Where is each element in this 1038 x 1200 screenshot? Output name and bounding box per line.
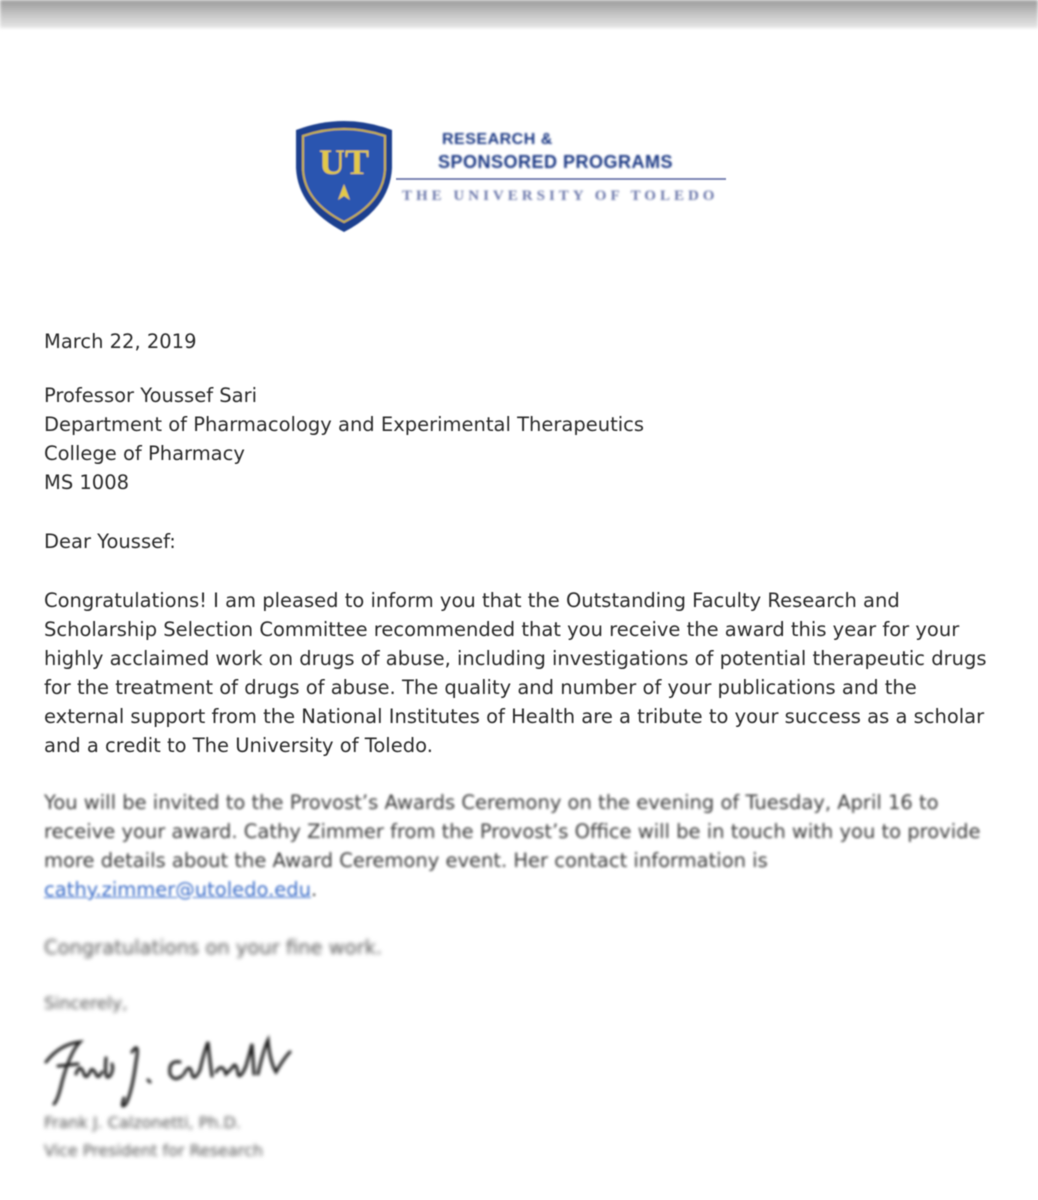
paragraph-line: Scholarship Selection Committee recommended that you receive the award this year for your bbox=[44, 618, 960, 641]
letterhead-line2: SPONSORED PROGRAMS bbox=[438, 152, 674, 172]
ut-shield-logo bbox=[292, 116, 396, 234]
paragraph-line: and a credit to The University of Toledo. bbox=[44, 734, 433, 757]
paragraph-line: You will be invited to the Provost’s Awards Ceremony on the evening of Tuesday, April 16 to bbox=[44, 791, 939, 814]
email-suffix: . bbox=[311, 878, 318, 901]
paragraph-award bbox=[44, 586, 987, 760]
paragraph-line: external support from the National Institutes of Health are a tribute to your success as a scholar bbox=[44, 705, 985, 728]
recipient-line: College of Pharmacy bbox=[44, 442, 245, 465]
letterhead bbox=[292, 116, 732, 238]
paragraph-line: for the treatment of drugs of abuse. The quality and number of your publications and the bbox=[44, 676, 917, 699]
svg-text:UT: UT bbox=[318, 142, 370, 182]
letterhead-university: THE UNIVERSITY OF TOLEDO bbox=[402, 188, 719, 204]
closing-line: Congratulations on your fine work. bbox=[44, 936, 383, 959]
signer-title: Vice President for Research bbox=[44, 1141, 263, 1160]
sign-off: Sincerely, bbox=[44, 994, 128, 1014]
recipient-line: MS 1008 bbox=[44, 471, 130, 494]
salutation: Dear Youssef: bbox=[44, 530, 176, 553]
handwritten-signature bbox=[40, 1022, 310, 1112]
letter-date: March 22, 2019 bbox=[44, 330, 197, 353]
email-link[interactable]: cathy.zimmer@utoledo.edu bbox=[44, 878, 312, 901]
paragraph-line: more details about the Award Ceremony event. Her contact information is bbox=[44, 849, 768, 872]
paragraph-line: receive your award. Cathy Zimmer from the Provost’s Office will be in touch with you to provide bbox=[44, 820, 981, 843]
signer-name: Frank J. Calzonetti, Ph.D. bbox=[44, 1113, 241, 1132]
paragraph-line: Congratulations! I am pleased to inform you that the Outstanding Faculty Research and bbox=[44, 589, 900, 612]
paragraph-ceremony bbox=[44, 788, 981, 904]
letterhead-rule bbox=[396, 178, 726, 180]
letterhead-line1: RESEARCH & bbox=[442, 131, 553, 148]
paragraph-line: highly acclaimed work on drugs of abuse, including investigations of potential therapeutic drugs bbox=[44, 647, 987, 670]
recipient-line: Professor Youssef Sari bbox=[44, 384, 258, 407]
recipient-line: Department of Pharmacology and Experimental Therapeutics bbox=[44, 413, 645, 436]
top-edge-shadow bbox=[0, 0, 1038, 28]
email-line bbox=[44, 875, 981, 904]
recipient-address bbox=[44, 381, 644, 497]
